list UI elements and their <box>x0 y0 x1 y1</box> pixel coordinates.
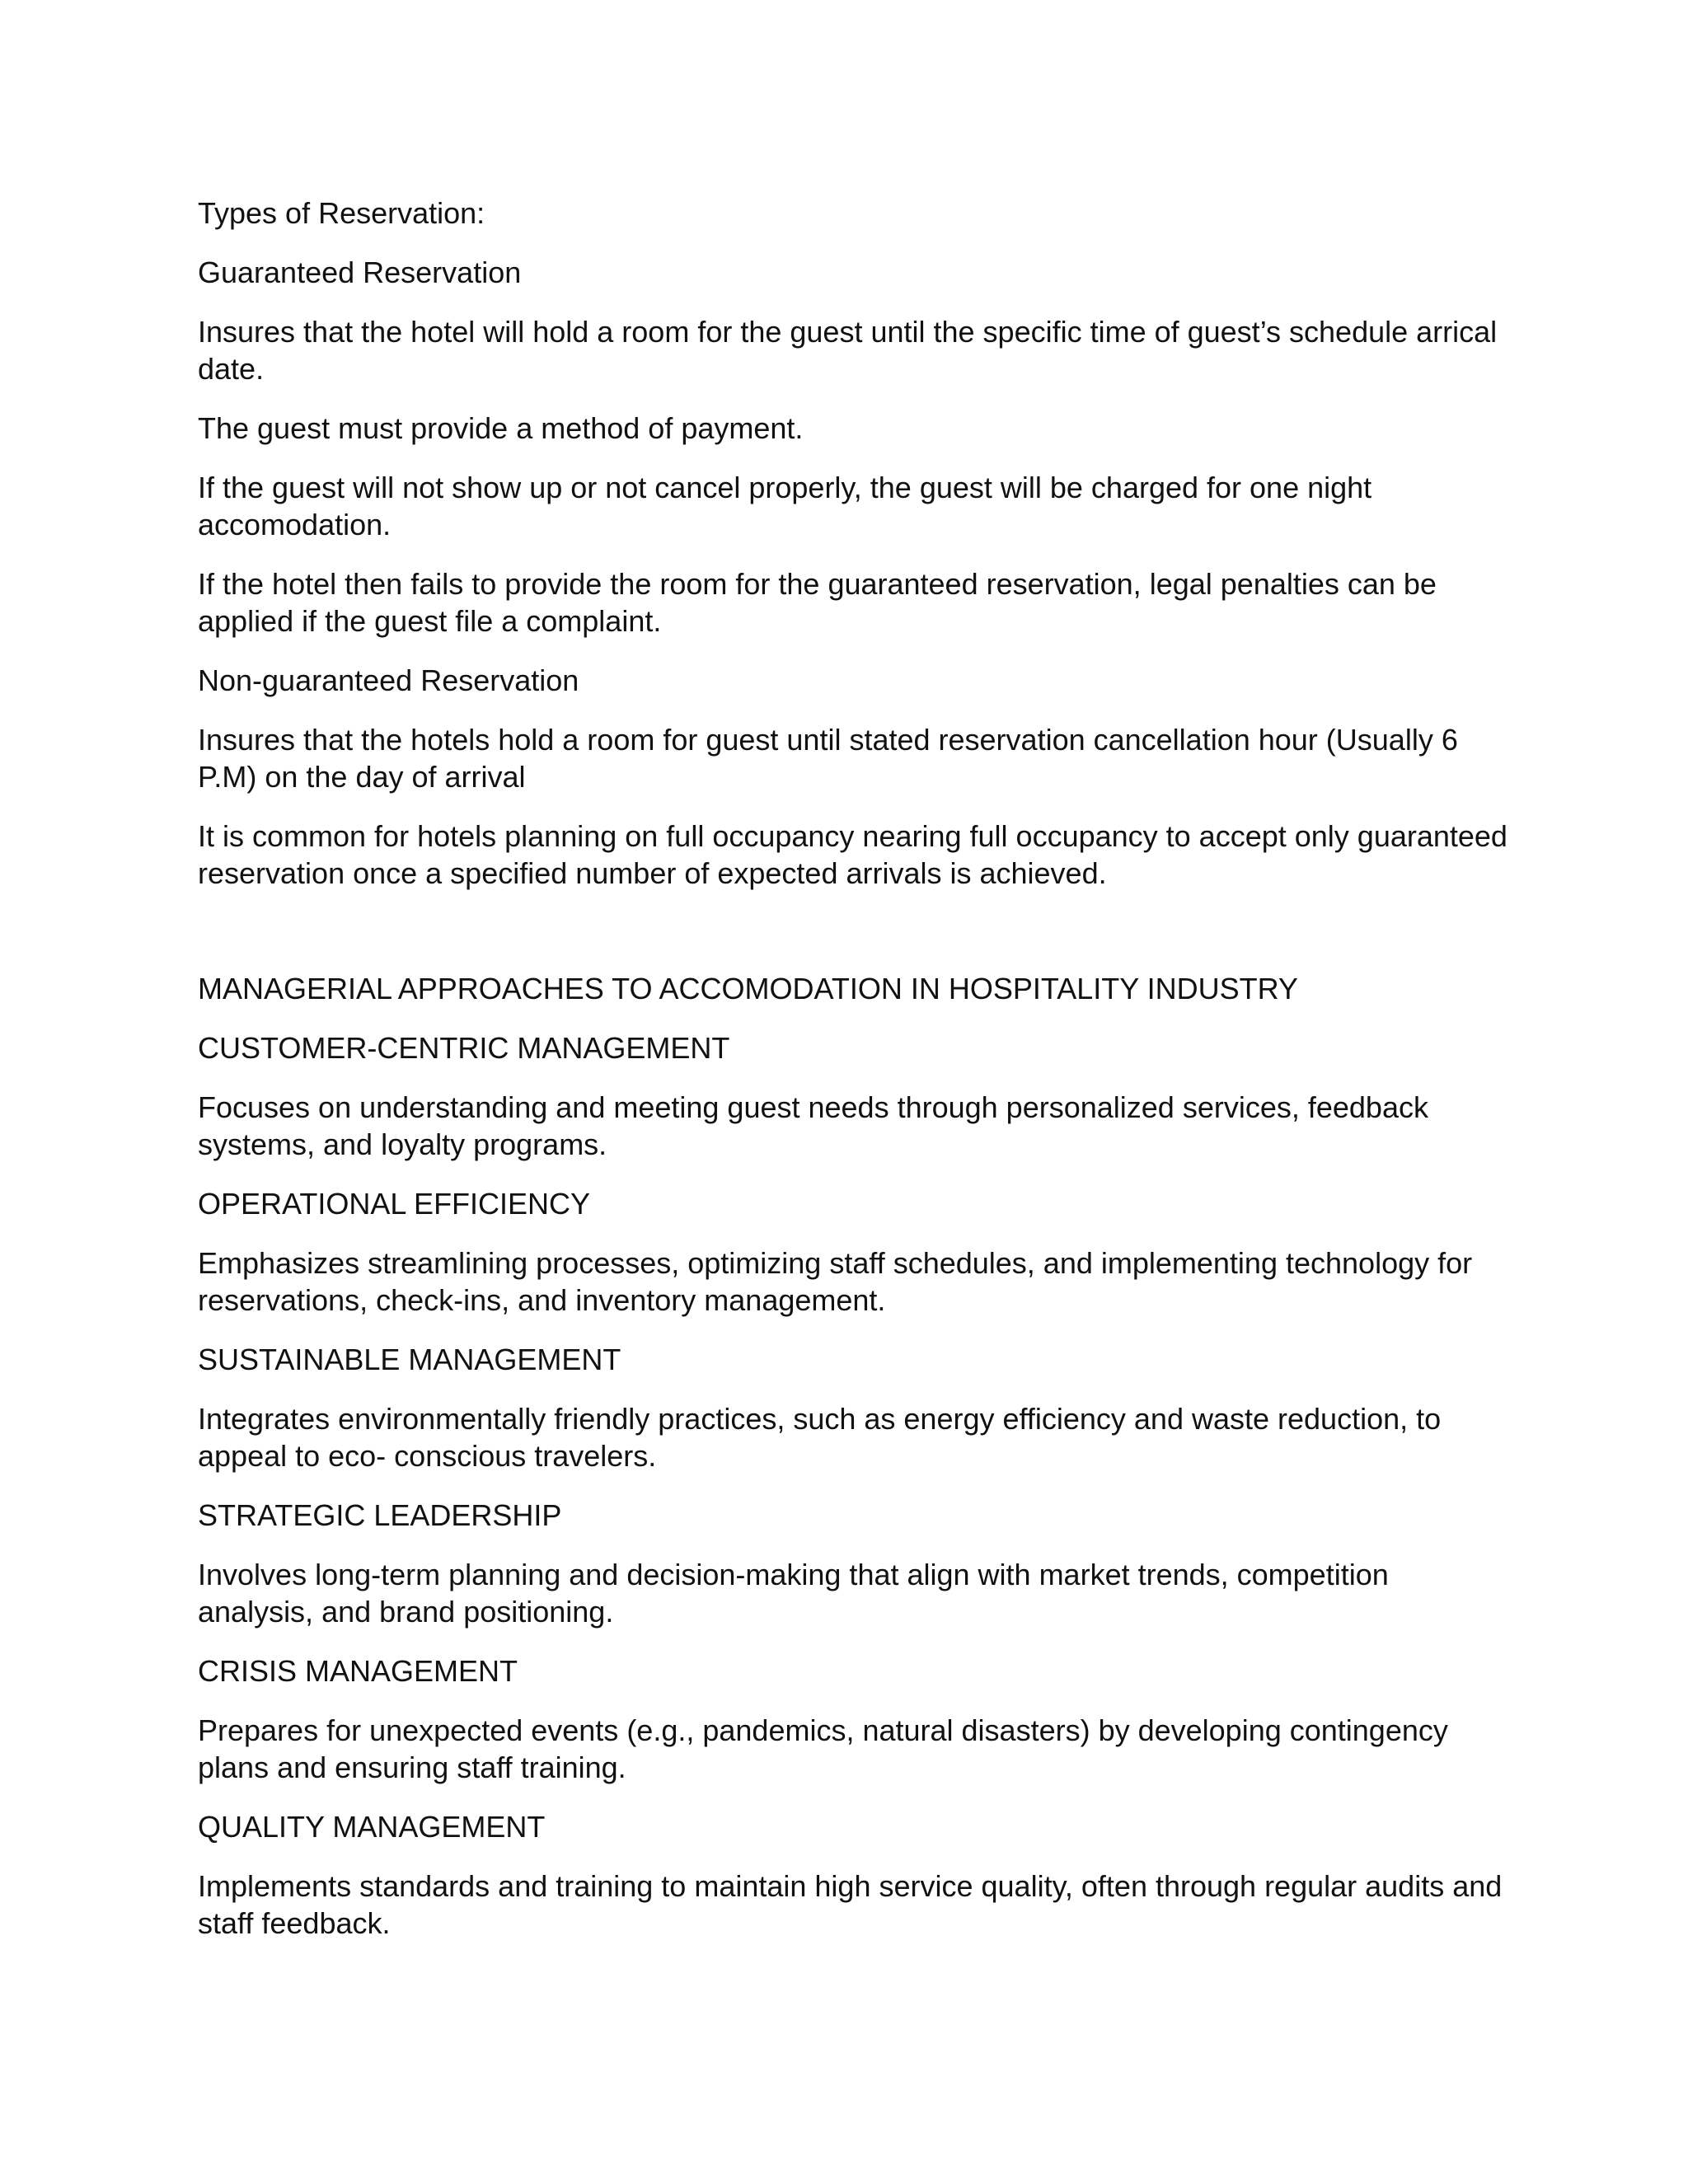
approach-text: Prepares for unexpected events (e.g., pandemics, natural disasters) by developing contingency plans and ensuring staff training. <box>198 1713 1448 1784</box>
guaranteed-paragraph: The guest must provide a method of payment. <box>198 411 804 445</box>
nonguaranteed-paragraph: It is common for hotels planning on full occupancy nearing full occupancy to accept only guaranteed reservation once a specified number of expected arrivals is achieved. <box>198 819 1507 890</box>
guaranteed-paragraph: Insures that the hotel will hold a room for the guest until the specific time of guest’s schedule arrical date. <box>198 315 1498 386</box>
approach-heading: QUALITY MANAGEMENT <box>198 1810 546 1844</box>
approach-heading: CUSTOMER-CENTRIC MANAGEMENT <box>198 1031 730 1065</box>
guaranteed-paragraph: If the guest will not show up or not cancel properly, the guest will be charged for one night accomodation. <box>198 471 1372 541</box>
approach-text: Involves long-term planning and decision-making that align with market trends, competition analysis, and brand positioning. <box>198 1558 1389 1629</box>
nonguaranteed-paragraph: Insures that the hotels hold a room for guest until stated reservation cancellation hour (Usually 6 P.M) on the day of arrival <box>198 723 1458 794</box>
document-page <box>198 194 1508 1942</box>
approach-heading: OPERATIONAL EFFICIENCY <box>198 1187 591 1221</box>
nonguaranteed-heading: Non-guaranteed Reservation <box>198 663 579 697</box>
approach-heading: SUSTAINABLE MANAGEMENT <box>198 1343 621 1376</box>
approach-text: Implements standards and training to maintain high service quality, often through regular audits and staff feedback. <box>198 1869 1503 1940</box>
approach-text: Focuses on understanding and meeting guest needs through personalized services, feedback systems, and loyalty programs. <box>198 1090 1428 1161</box>
section-title: Types of Reservation: <box>198 196 485 230</box>
guaranteed-heading: Guaranteed Reservation <box>198 255 522 289</box>
approach-heading: CRISIS MANAGEMENT <box>198 1654 518 1688</box>
approach-text: Emphasizes streamlining processes, optimizing staff schedules, and implementing technology for reservations, check-ins, and inventory management. <box>198 1246 1473 1317</box>
approach-text: Integrates environmentally friendly practices, such as energy efficiency and waste reduction, to appeal to eco- conscious travelers. <box>198 1402 1442 1473</box>
approach-heading: STRATEGIC LEADERSHIP <box>198 1498 562 1532</box>
section-title: MANAGERIAL APPROACHES TO ACCOMODATION IN HOSPITALITY INDUSTRY <box>198 972 1298 1005</box>
guaranteed-paragraph: If the hotel then fails to provide the room for the guaranteed reservation, legal penalties can be applied if the guest file a complaint. <box>198 567 1437 638</box>
